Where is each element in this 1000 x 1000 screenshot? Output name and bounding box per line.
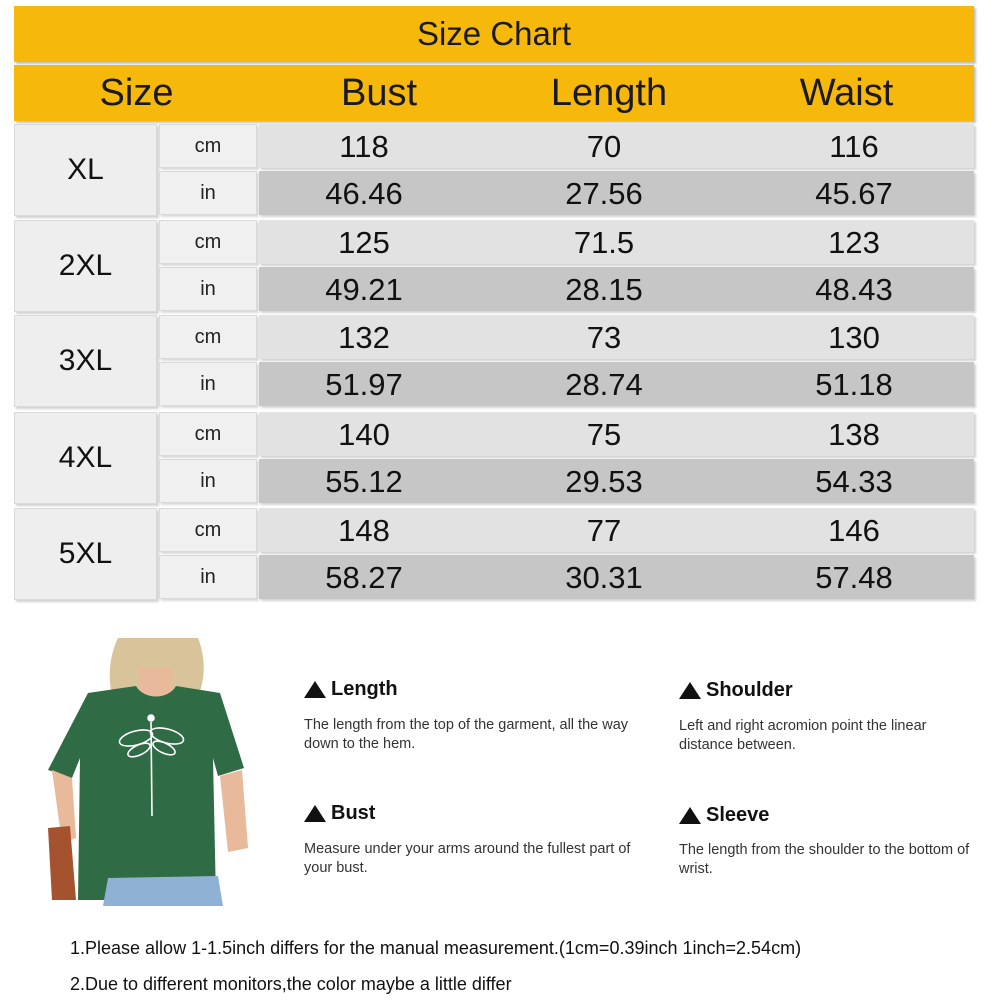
waist-cm: 138 bbox=[828, 417, 880, 452]
header-size: Size bbox=[99, 72, 174, 114]
waist-cm: 146 bbox=[828, 513, 880, 548]
unit-cm-label: cm bbox=[159, 220, 257, 264]
triangle-up-icon bbox=[679, 682, 701, 699]
model-tshirt-image bbox=[48, 638, 248, 906]
header-waist: Waist bbox=[799, 72, 894, 114]
size-row-group bbox=[14, 220, 974, 312]
size-chart-title: Size Chart bbox=[14, 6, 974, 62]
waist-cm: 116 bbox=[829, 129, 879, 164]
definition-title: Length bbox=[331, 678, 398, 700]
definition-text: The length from the shoulder to the bottom of wrist. bbox=[679, 842, 970, 877]
table-header-row bbox=[14, 65, 974, 121]
size-label: 4XL bbox=[14, 412, 157, 504]
size-label: XL bbox=[14, 124, 157, 216]
bust-cm: 132 bbox=[338, 320, 390, 355]
bust-in: 49.21 bbox=[325, 272, 403, 307]
definition-bust bbox=[304, 802, 375, 825]
bust-cm: 148 bbox=[338, 513, 390, 548]
triangle-up-icon bbox=[679, 807, 701, 824]
waist-in: 45.67 bbox=[815, 176, 893, 211]
size-label: 5XL bbox=[14, 508, 157, 600]
length-cm: 70 bbox=[586, 129, 622, 164]
waist-in: 54.33 bbox=[815, 464, 893, 499]
definition-length bbox=[304, 678, 398, 701]
length-cm: 75 bbox=[586, 417, 622, 452]
definition-title: Sleeve bbox=[706, 804, 770, 826]
table-row-cm bbox=[259, 508, 974, 552]
bust-in: 58.27 bbox=[325, 560, 403, 595]
size-row-group bbox=[14, 508, 974, 600]
table-row-cm bbox=[259, 412, 974, 456]
length-cm: 77 bbox=[586, 513, 622, 548]
size-row-group bbox=[14, 124, 974, 216]
bust-cm: 118 bbox=[339, 129, 389, 164]
table-row-in bbox=[259, 362, 974, 406]
waist-cm: 130 bbox=[828, 320, 880, 355]
bust-in: 51.97 bbox=[325, 367, 403, 402]
size-label: 2XL bbox=[14, 220, 157, 312]
waist-in: 57.48 bbox=[815, 560, 893, 595]
triangle-up-icon bbox=[304, 805, 326, 822]
bust-in: 55.12 bbox=[325, 464, 403, 499]
size-row-group bbox=[14, 315, 974, 407]
bust-cm: 125 bbox=[338, 225, 390, 260]
header-length: Length bbox=[550, 72, 668, 114]
size-label: 3XL bbox=[14, 315, 157, 407]
length-in: 30.31 bbox=[565, 560, 643, 595]
length-in: 28.15 bbox=[565, 272, 643, 307]
definition-text: Left and right acromion point the linear distance between. bbox=[679, 718, 927, 753]
bust-cm: 140 bbox=[338, 417, 390, 452]
waist-in: 48.43 bbox=[815, 272, 893, 307]
unit-cm-label: cm bbox=[159, 315, 257, 359]
note-color: 2.Due to different monitors,the color maybe a little differ bbox=[70, 974, 512, 994]
unit-in-label: in bbox=[159, 171, 257, 215]
unit-cm-label: cm bbox=[159, 412, 257, 456]
waist-in: 51.18 bbox=[815, 367, 893, 402]
unit-in-label: in bbox=[159, 267, 257, 311]
length-in: 29.53 bbox=[565, 464, 643, 499]
definition-shoulder bbox=[679, 679, 793, 702]
unit-cm-label: cm bbox=[159, 124, 257, 168]
definition-sleeve bbox=[679, 804, 769, 827]
table-row-cm bbox=[259, 124, 974, 168]
length-in: 28.74 bbox=[565, 367, 643, 402]
unit-in-label: in bbox=[159, 362, 257, 406]
triangle-up-icon bbox=[304, 681, 326, 698]
table-row-in bbox=[259, 267, 974, 311]
bust-in: 46.46 bbox=[325, 176, 403, 211]
definition-text: Measure under your arms around the fullest part of your bust. bbox=[304, 841, 631, 876]
unit-in-label: in bbox=[159, 555, 257, 599]
header-bust: Bust bbox=[340, 72, 418, 114]
definition-title: Shoulder bbox=[706, 679, 793, 701]
waist-cm: 123 bbox=[828, 225, 880, 260]
unit-cm-label: cm bbox=[159, 508, 257, 552]
length-cm: 71.5 bbox=[573, 225, 635, 260]
unit-in-label: in bbox=[159, 459, 257, 503]
table-row-in bbox=[259, 459, 974, 503]
table-row-in bbox=[259, 171, 974, 215]
table-row-cm bbox=[259, 315, 974, 359]
note-measurement: 1.Please allow 1-1.5inch differs for the manual measurement.(1cm=0.39inch 1inch=2.54cm) bbox=[70, 938, 802, 958]
table-row-cm bbox=[259, 220, 974, 264]
definition-title: Bust bbox=[331, 802, 376, 824]
definition-text: The length from the top of the garment, all the way down to the hem. bbox=[304, 717, 629, 752]
length-cm: 73 bbox=[586, 320, 622, 355]
size-row-group bbox=[14, 412, 974, 504]
table-row-in bbox=[259, 555, 974, 599]
length-in: 27.56 bbox=[565, 176, 643, 211]
